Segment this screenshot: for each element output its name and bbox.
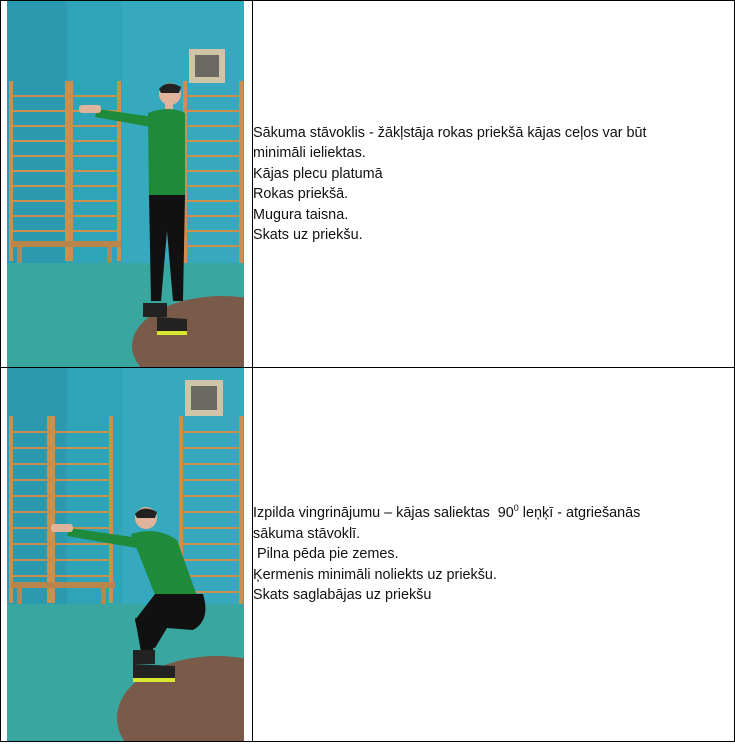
instruction-line: Sākuma stāvoklis - žākļstāja rokas priekšā kājas ceļos var būt bbox=[253, 124, 647, 141]
degree-superscript: 0 bbox=[513, 503, 519, 514]
instruction-line: minimāli ieliektas. bbox=[253, 145, 366, 161]
instruction-line: Pilna pēda pie zemes. bbox=[253, 546, 399, 563]
table-row bbox=[1, 368, 735, 742]
squat-position-photo bbox=[7, 368, 244, 741]
instructions-cell bbox=[253, 1, 735, 368]
image-cell bbox=[1, 1, 253, 368]
table-row bbox=[1, 1, 735, 368]
instruction-line bbox=[253, 503, 734, 524]
instruction-line: sākuma stāvoklī. bbox=[253, 525, 361, 542]
starting-position-photo bbox=[7, 1, 244, 367]
instruction-line: Skats saglabājas uz priekšu bbox=[253, 587, 432, 604]
instruction-line: Skats uz priekšu. bbox=[253, 227, 363, 243]
instruction-text: leņķī - atgriešanās bbox=[518, 505, 641, 522]
instruction-line: Kājas plecu platumā bbox=[253, 165, 383, 182]
instructions-cell bbox=[253, 368, 735, 742]
instruction-text: Izpilda vingrinājumu – kājas saliektas 90 bbox=[253, 505, 514, 522]
instruction-line: Ķermenis minimāli noliekts uz priekšu. bbox=[253, 566, 497, 583]
instruction-line: Rokas priekšā. bbox=[253, 186, 349, 202]
instruction-line: Mugura taisna. bbox=[253, 206, 349, 223]
image-cell bbox=[1, 368, 253, 742]
